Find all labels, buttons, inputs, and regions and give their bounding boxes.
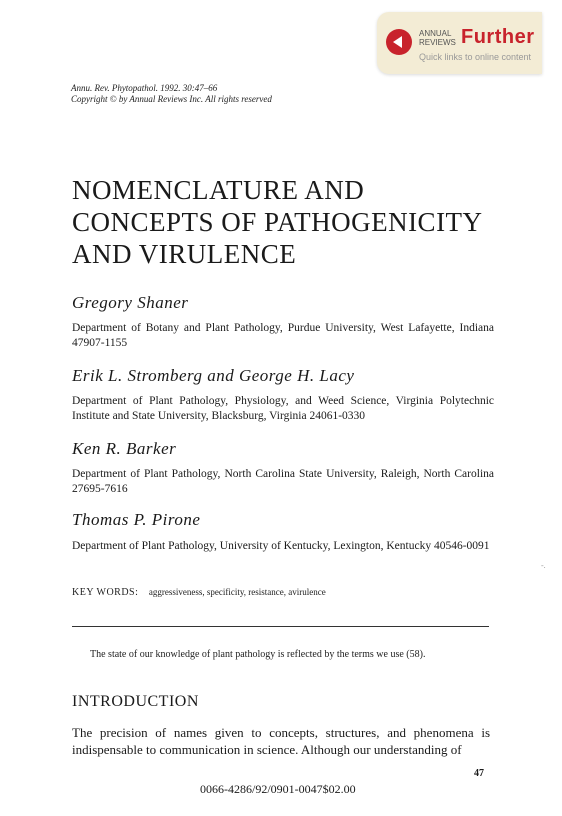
issn-code: 0066-4286/92/0901-0047$02.00	[200, 782, 356, 796]
author-affiliation: Department of Plant Pathology, University of Kentucky, Lexington, Kentucky 40546-0091	[72, 540, 490, 552]
journal-citation: Annu. Rev. Phytopathol. 1992. 30:47–66 Copyright © by Annual Reviews Inc. All rights reserved	[71, 83, 272, 104]
banner-publisher-label: ANNUAL REVIEWS	[419, 29, 456, 47]
author-name: Thomas P. Pirone	[72, 510, 201, 529]
keywords-label: KEY WORDS:	[72, 587, 139, 598]
author-name: Ken R. Barker	[72, 439, 177, 458]
annual-reviews-further-banner[interactable]	[377, 12, 542, 74]
author-affiliation: Department of Plant Pathology, North Carolina State University, Raleigh, North Carolina 27695-7616	[72, 468, 494, 495]
author-affiliation: Department of Botany and Plant Pathology, Purdue University, West Lafayette, Indiana 47907-1155	[72, 322, 494, 349]
page-number: 47	[474, 768, 484, 779]
keywords	[72, 587, 326, 598]
paper-title: NOMENCLATURE AND CONCEPTS OF PATHOGENICITY AND VIRULENCE	[72, 175, 483, 269]
introduction-paragraph: The precision of names given to concepts, structures, and phenomena is indispensable to communication in science. Although our understanding of	[72, 725, 490, 757]
margin-mark: -.	[541, 561, 546, 570]
banner-subtitle: Quick links to online content	[419, 52, 532, 62]
section-divider	[72, 626, 489, 627]
section-heading-introduction: INTRODUCTION	[72, 693, 199, 710]
epigraph-quote: The state of our knowledge of plant pathology is reflected by the terms we use (58).	[90, 649, 426, 660]
author-name: Erik L. Stromberg and George H. Lacy	[72, 366, 355, 385]
author-name: Gregory Shaner	[72, 293, 189, 312]
author-affiliation: Department of Plant Pathology, Physiology, and Weed Science, Virginia Polytechnic Institute and State University, Blacksburg, Virginia 24061-0330	[72, 395, 494, 422]
banner-brand: Further	[461, 26, 535, 48]
keywords-values: aggressiveness, specificity, resistance, avirulence	[148, 587, 326, 597]
back-arrow-icon	[386, 29, 412, 55]
